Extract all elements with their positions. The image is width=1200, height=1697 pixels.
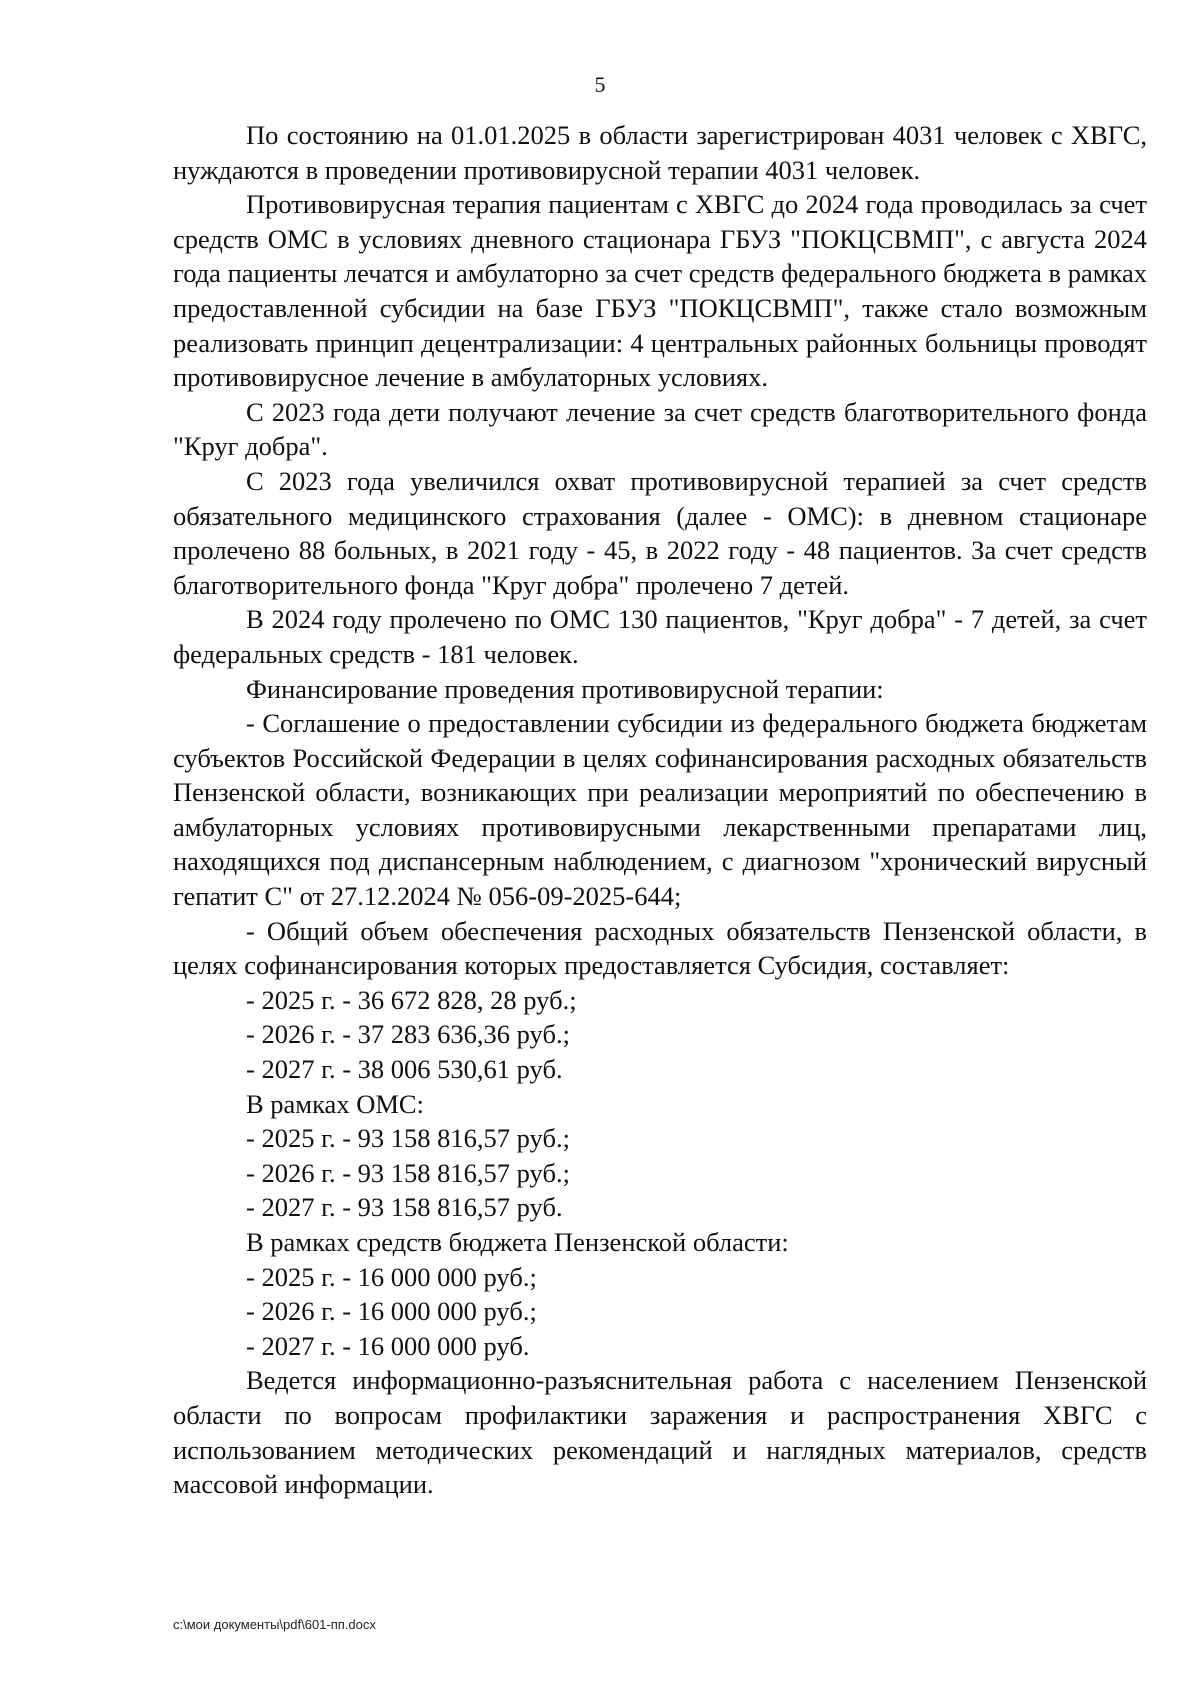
regional-amount-2025: - 2025 г. - 16 000 000 руб.; <box>246 1261 537 1292</box>
regional-budget-heading: В рамках средств бюджета Пензенской области: <box>246 1227 789 1257</box>
paragraph-financing-heading: Финансирование проведения противовирусной терапии: <box>246 673 884 704</box>
paragraph-2024-treated: В 2024 году пролечено по ОМС 130 пациентов, "Круг добра" - 7 детей, за счет федеральных средств - 181 человек. <box>173 604 1147 669</box>
paragraph-total-volume: - Общий объем обеспечения расходных обязательств Пензенской области, в целях софинансирования которых предоставляется Субсидия, составляет: <box>173 915 1147 981</box>
document-body <box>173 118 1147 1502</box>
regional-amount-2026: - 2026 г. - 16 000 000 руб.; <box>246 1296 537 1327</box>
paragraph-antiviral-therapy-history: Противовирусная терапия пациентам с ХВГС до 2024 года проводилась за счет средств ОМС в условиях дневного стационара ГБУЗ "ПОКЦСВМП", с августа 2024 года пациенты лечатся и амбулаторно за счет средств федерального бюджета в рамках предоставленной субсидии на базе ГБУЗ "ПОКЦСВМП", также стало возможным реализовать принцип децентрализации: 4 центральных районных больницы проводят противовирусное лечение в амбулаторных условиях. <box>173 189 1147 393</box>
paragraph-subsidy-agreement: - Соглашение о предоставлении субсидии из федерального бюджета бюджетам субъектов Российской Федерации в целях софинансирования расходных обязательств Пензенской области, возникающих при реализации мероприятий по обеспечению в амбулаторных условиях противовирусными лекарственными препаратами лиц, находящихся под диспансерным наблюдением, с диагнозом "хронический вирусный гепатит С" от 27.12.2024 № 056-09-2025-644; <box>173 708 1147 912</box>
paragraph-children-treatment: С 2023 года дети получают лечение за счет средств благотворительного фонда "Круг добра". <box>173 396 1147 462</box>
paragraph-information-work: Ведется информационно-разъяснительная работа с населением Пензенской области по вопросам профилактики заражения и распространения ХВГС с использованием методических рекомендаций и наглядных материалов, средств массовой информации. <box>173 1365 1147 1500</box>
paragraph-coverage-increase: С 2023 года увеличился охват противовирусной терапией за счет средств обязательного медицинского страхования (далее - ОМС): в дневном стационаре пролечено 88 больных, в 2021 году - 45, в 2022 году - 48 пациентов. За счет средств благотворительного фонда "Круг добра" пролечено 7 детей. <box>173 465 1147 600</box>
oms-amount-2025: - 2025 г. - 93 158 816,57 руб.; <box>246 1123 570 1154</box>
federal-amount-2026: - 2026 г. - 37 283 636,36 руб.; <box>246 1019 570 1050</box>
oms-amount-2026: - 2026 г. - 93 158 816,57 руб.; <box>246 1157 570 1188</box>
federal-amount-2025: - 2025 г. - 36 672 828, 28 руб.; <box>246 984 577 1015</box>
oms-amount-2027: - 2027 г. - 93 158 816,57 руб. <box>246 1192 563 1223</box>
federal-amount-2027: - 2027 г. - 38 006 530,61 руб. <box>246 1054 563 1085</box>
page-number: 5 <box>594 72 606 97</box>
regional-amount-2027: - 2027 г. - 16 000 000 руб. <box>246 1330 530 1361</box>
paragraph-registered-patients: По состоянию на 01.01.2025 в области зарегистрирован 4031 человек с ХВГС, нуждаются в проведении противовирусной терапии 4031 человек. <box>173 120 1147 185</box>
oms-heading: В рамках ОМС: <box>246 1088 424 1119</box>
footer-file-path: c:\мои документы\pdf\601-пп.docx <box>173 1617 376 1632</box>
